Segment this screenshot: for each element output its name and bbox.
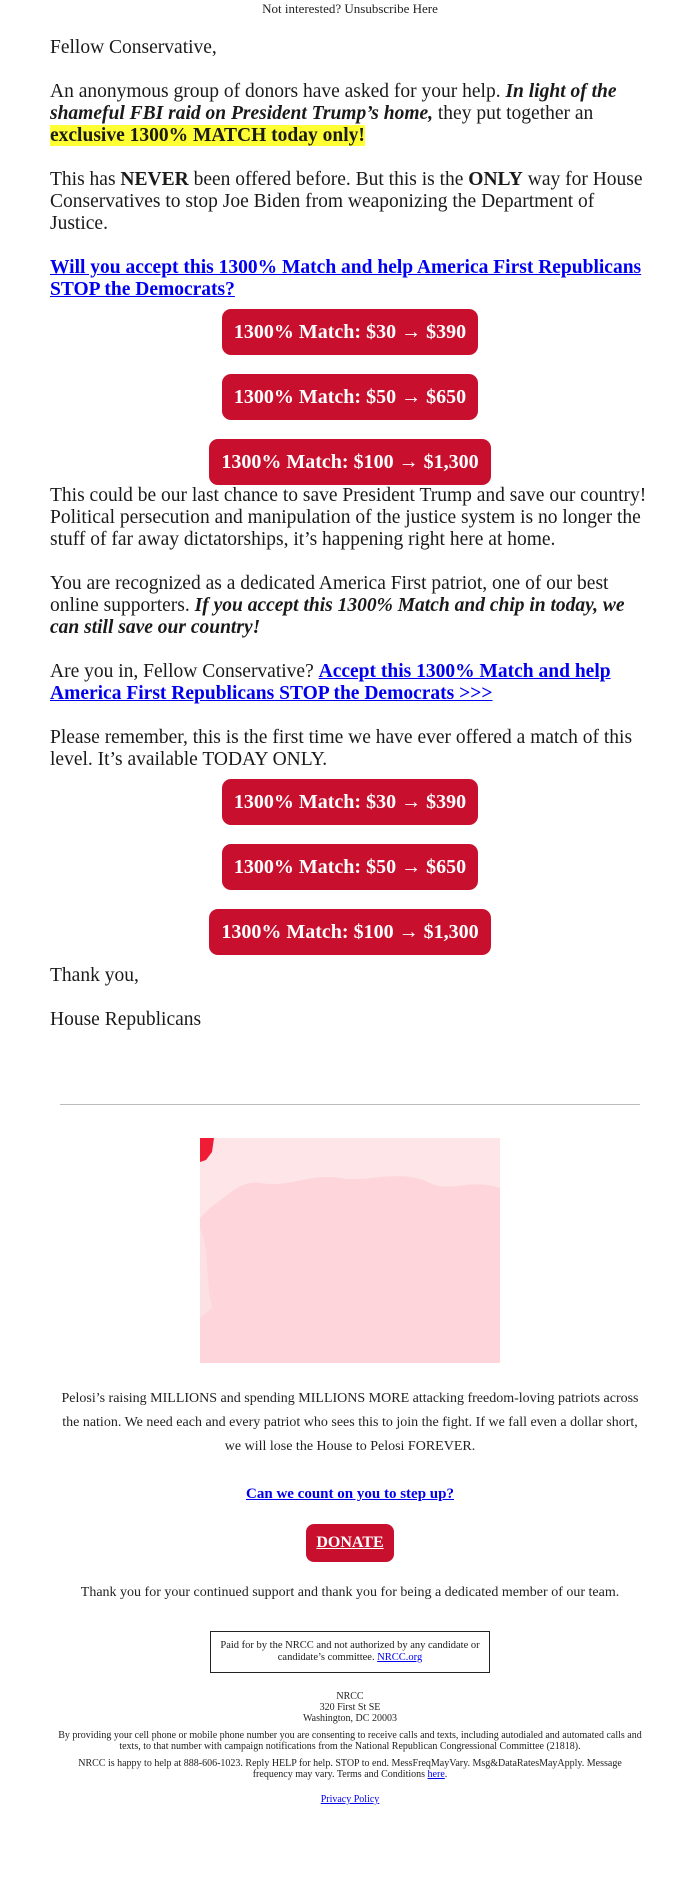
paragraph-never — [50, 169, 650, 235]
privacy-policy-link[interactable]: Privacy Policy — [320, 1794, 380, 1805]
donation-buttons-2 — [50, 779, 650, 955]
donate-button[interactable]: DONATE — [306, 1524, 394, 1562]
paragraph-recognized — [50, 573, 650, 639]
hero-image — [200, 1138, 500, 1363]
donation-buttons-1 — [50, 309, 650, 485]
help-text-wrap — [60, 1758, 640, 1780]
never-bold: NEVER — [120, 169, 189, 190]
match-30-button[interactable]: 1300% Match: $30 → $390 — [222, 309, 478, 355]
greeting: Fellow Conservative, — [50, 37, 217, 58]
match-30-button-2[interactable]: 1300% Match: $30 → $390 — [222, 779, 478, 825]
accept-match-link[interactable]: Will you accept this 1300% Match and help America First Republicans STOP the Democrats? — [50, 257, 642, 300]
donate-wrap — [60, 1524, 640, 1562]
paragraph-are-you-in — [50, 661, 650, 705]
privacy-wrap — [0, 1794, 700, 1805]
email-body — [0, 37, 700, 1031]
recognized-emphasis: If you accept this 1300% Match and chip in today, we can still save our country! — [50, 595, 625, 638]
intro-emphasis: In light of the shameful FBI raid on President Trump’s home, — [50, 81, 617, 124]
paragraph-last-chance: This could be our last chance to save President Trump and save our country! Political persecution and manipulation of the justice system is no longer the stuff of far away dictatorships, it’s happening right here at home. — [50, 485, 647, 550]
paid-for-box — [210, 1631, 490, 1673]
never-text: This has — [50, 169, 121, 190]
intro-text: An anonymous group of donors have asked for your help. — [50, 81, 506, 102]
consent-text: By providing your cell phone or mobile phone number you are consenting to receive calls and texts, including autodialed and automated calls and texts, to that number with campaign notifications from the National Republican Congressional Committee (21818). — [58, 1730, 642, 1752]
match-50-button-2[interactable]: 1300% Match: $50 → $650 — [222, 844, 478, 890]
never-text-2: been offered before. But this is the — [188, 169, 469, 190]
signoff: Thank you, — [50, 965, 139, 986]
thanks-text: Thank you for your continued support and thank you for being a dedicated member of our team. — [80, 1585, 620, 1600]
never-text-3: way for House Conservatives to stop Joe Biden from weaponizing the Department of Justice. — [50, 169, 643, 234]
step-up-link[interactable]: Can we count on you to step up? — [246, 1486, 454, 1502]
footer-body-text: Pelosi’s raising MILLIONS and spending MILLIONS MORE attacking freedom-loving patriots across the nation. We need each and every patriot who sees this to join the fight. If we fall even a dollar short, we will lose the House to Pelosi FOREVER. — [61, 1391, 639, 1454]
address-line-1: 320 First St SE — [319, 1702, 381, 1713]
address-line-2: Washington, DC 20003 — [303, 1713, 397, 1724]
unsubscribe-link[interactable]: Not interested? Unsubscribe Here — [262, 1, 438, 16]
footer-cta-wrap — [60, 1483, 640, 1503]
accept-match-link-2[interactable]: Accept this 1300% Match and help America First Republicans STOP the Democrats >>> — [50, 661, 611, 704]
divider — [60, 1104, 640, 1105]
only-bold: ONLY — [468, 169, 523, 190]
footer-appeal — [60, 1387, 640, 1605]
org-name: NRCC — [336, 1691, 364, 1702]
unsubscribe-bar — [0, 0, 700, 17]
are-you-in-text: Are you in, Fellow Conservative? — [50, 661, 319, 682]
intro-text-2: they put together an — [433, 103, 594, 124]
org-address — [0, 1691, 700, 1724]
paid-for-wrap — [0, 1631, 700, 1673]
match-100-button-2[interactable]: 1300% Match: $100 → $1,300 — [209, 909, 490, 955]
cta-paragraph-1 — [50, 257, 650, 301]
paragraph-intro — [50, 81, 650, 147]
nrcc-link[interactable]: NRCC.org — [377, 1652, 423, 1663]
match-highlight: exclusive 1300% MATCH today only! — [50, 125, 365, 146]
match-50-button[interactable]: 1300% Match: $50 → $650 — [222, 374, 478, 420]
paragraph-remember: Please remember, this is the first time we have ever offered a match of this level. It’s available TODAY ONLY. — [50, 727, 633, 770]
help-text: NRCC is happy to help at 888-606-1023. Reply HELP for help. STOP to end. MessFreqMayVary. Msg&DataRatesMayApply. Message frequency may vary. Terms and Conditions — [78, 1758, 622, 1780]
help-period: . — [444, 1769, 448, 1780]
paid-for-text: Paid for by the NRCC and not authorized by any candidate or candidate’s committee. — [220, 1640, 480, 1663]
hero-image-wrap — [0, 1138, 700, 1363]
terms-link[interactable]: here — [427, 1769, 445, 1780]
recognized-text: You are recognized as a dedicated America First patriot, one of our best online supporters. — [50, 573, 609, 616]
match-100-button[interactable]: 1300% Match: $100 → $1,300 — [209, 439, 490, 485]
signature: House Republicans — [50, 1009, 202, 1030]
